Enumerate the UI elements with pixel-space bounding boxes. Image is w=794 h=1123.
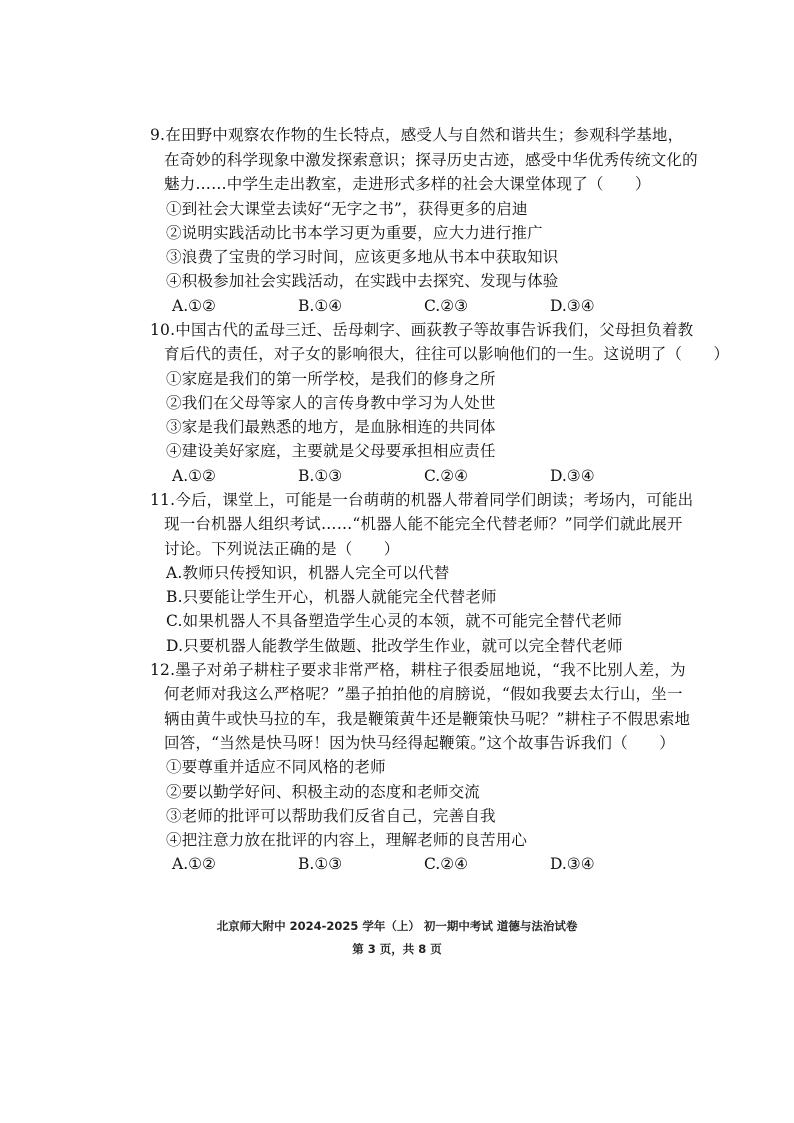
q11-choice-d: D.只要机器人能教学生做题、批改学生作业，就可以完全替代老师 [166,637,623,655]
q9-item-1: ①到社会大课堂去读好“无字之书”，获得更多的启迪 [166,200,528,218]
q9-stem-line-2: 在奇妙的科学现象中激发探索意识；探寻历史古迹，感受中华优秀传统文化的 [164,151,698,169]
q12-option-b: B.①③ [298,855,343,873]
q12-item-3: ③老师的批评可以帮助我们反省自己，完善自我 [166,807,496,825]
q11-stem-line-3: 讨论。下列说法正确的是（ ） [164,540,400,558]
q12-stem-line-4: 回答，“当然是快马呀！因为快马经得起鞭策。”这个故事告诉我们（ ） [164,734,675,752]
q10-item-3: ③家是我们最熟悉的地方，是血脉相连的共同体 [166,418,496,436]
q10-option-b: B.①③ [298,467,343,485]
q12-option-a: A.①② [172,855,216,873]
q9-item-4: ④积极参加社会实践活动，在实践中去探究、发现与体验 [166,272,559,290]
q12-item-1: ①要尊重并适应不同风格的老师 [166,758,386,776]
q10-option-c: C.②④ [424,467,469,485]
q12-stem-line-2: 何老师对我这么严格呢？”墨子拍拍他的肩膀说，“假如我要去太行山，坐一 [164,685,683,703]
q10-option-a: A.①② [172,467,216,485]
page-number: 第 3 页，共 8 页 [352,942,442,956]
q11-choice-b: B.只要能让学生开心，机器人就能完全代替老师 [166,588,497,606]
q11-stem-line-2: 现一台机器人组织考试……“机器人能不能完全代替老师？”同学们就此展开 [164,515,683,533]
q12-option-d: D.③④ [550,855,595,873]
q9-item-3: ③浪费了宝贵的学习时间，应该更多地从书本中获取知识 [166,248,559,266]
q9-option-b: B.①④ [298,297,343,315]
q10-item-4: ④建设美好家庭，主要就是父母要承担相应责任 [166,442,496,460]
q11-stem-line-1: 11.今后，课堂上，可能是一台萌萌的机器人带着同学们朗读；考场内，可能出 [150,491,694,509]
q10-item-2: ②我们在父母等家人的言传身教中学习为人处世 [166,394,496,412]
q9-stem-line-1: 9.在田野中观察农作物的生长特点，感受人与自然和谐共生；参观科学基地， [150,126,684,144]
q12-item-4: ④把注意力放在批评的内容上，理解老师的良苦用心 [166,831,528,849]
q10-item-1: ①家庭是我们的第一所学校，是我们的修身之所 [166,370,496,388]
q10-stem-line-1: 10.中国古代的孟母三迁、岳母刺字、画荻教子等故事告诉我们，父母担负着教 [150,321,694,339]
q11-choice-c: C.如果机器人不具备塑造学生心灵的本领，就不可能完全替代老师 [166,612,623,630]
q9-item-2: ②说明实践活动比书本学习更为重要，应大力进行推广 [166,224,543,242]
q9-option-d: D.③④ [550,297,595,315]
q12-stem-line-3: 辆由黄牛或快马拉的车，我是鞭策黄牛还是鞭策快马呢？”耕柱子不假思索地 [164,710,691,728]
q9-option-c: C.②③ [424,297,469,315]
q12-option-c: C.②④ [424,855,469,873]
q12-item-2: ②要以勤学好问、积极主动的态度和老师交流 [166,783,481,801]
q10-stem-line-2: 育后代的责任，对子女的影响很大，往往可以影响他们的一生。这说明了（ ） [164,345,730,363]
q11-choice-a: A.教师只传授知识，机器人完全可以代替 [166,564,450,582]
q12-stem-line-1: 12.墨子对弟子耕柱子要求非常严格，耕柱子很委屈地说，“我不比别人差，为 [150,661,686,679]
q10-option-d: D.③④ [550,467,595,485]
q9-option-a: A.①② [172,297,216,315]
q9-stem-line-3: 魅力……中学生走出教室，走进形式多样的社会大课堂体现了（ ） [164,175,651,193]
exam-footer-title: 北京师大附中 2024-2025 学年（上） 初一期中考试 道德与法治试卷 [216,919,578,933]
